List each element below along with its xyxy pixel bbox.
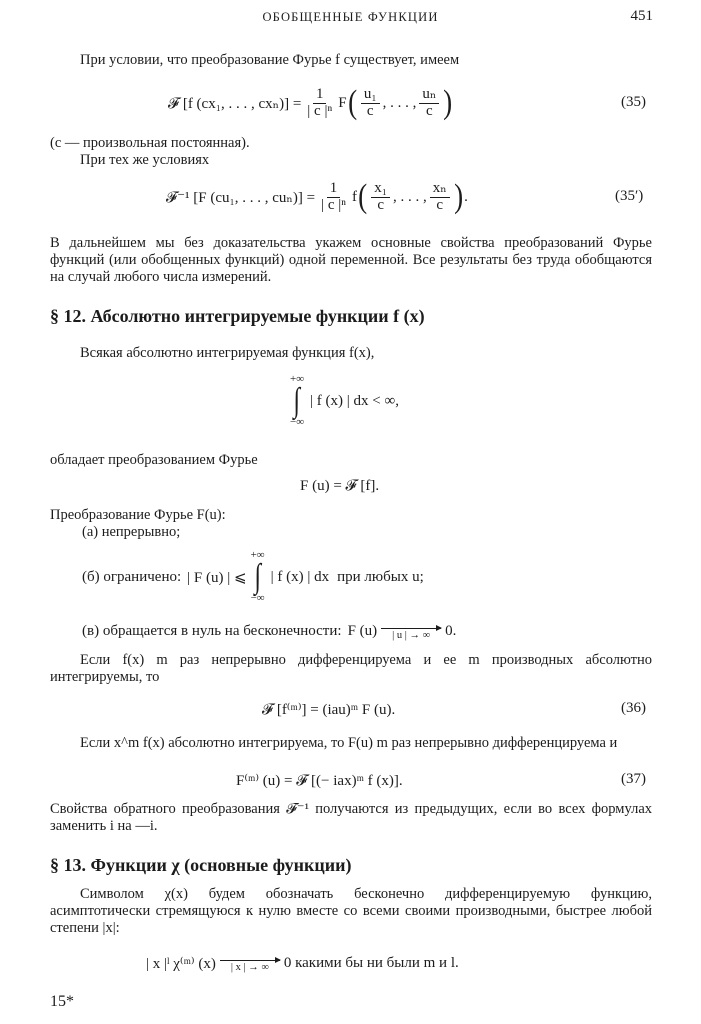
- eq35-arg1-den: c: [366, 102, 374, 119]
- paragraph-xm-integrable: Если x^m f(x) абсолютно интегрируема, то F(u) m раз непрерывно дифференцируема и: [80, 735, 618, 751]
- equation-35: [168, 78, 454, 128]
- eq35p-arg1-den: c: [377, 196, 384, 213]
- section-13-heading: § 13. Функции χ (основные функции): [50, 855, 352, 875]
- eq35p-arg2-den: c: [436, 196, 444, 213]
- eq35p-rparen: ): [453, 178, 463, 215]
- paragraph-has-transform: обладает преобразованием Фурье: [50, 452, 258, 468]
- integral-sign: +∞ ∫ −∞: [290, 372, 305, 429]
- paragraph-abs-integrable: Всякая абсолютно интегрируемая функция f(x),: [80, 345, 375, 361]
- limit-arrow: [381, 620, 441, 642]
- equation-35-prime: [166, 172, 468, 222]
- paragraph-chi-functions: Символом χ(x) будем обозначать бесконечно дифференцируемую функцию, асимптотически стремящуюся к нулю вместе со всеми своими производными, быстрее любой степени |x|:: [50, 886, 652, 936]
- paragraph-transform-props: Преобразование Фурье F(u):: [50, 507, 226, 523]
- eq35-sep: , . . . ,: [382, 94, 417, 111]
- eq35p-coef-den: | c |ⁿ: [321, 196, 346, 213]
- paragraph-constant: (c — произвольная постоянная).: [50, 135, 250, 151]
- eq35-coef: [304, 87, 335, 120]
- property-c-label: (в) обращается в нуль на бесконечности:: [82, 622, 342, 639]
- eq35-lparen: (: [347, 84, 357, 121]
- equation-number-35: (35): [621, 94, 646, 110]
- integral-sign-2: +∞ ∫ −∞: [250, 548, 265, 605]
- page-number: 451: [630, 8, 653, 24]
- paragraph-properties-intro: В дальнейшем мы без доказательства укажем основные свойства преобразований Фурье функций (или обобщенных функций) одной переменной. Все результаты без труда обобщаются на случай любого числа измерений.: [50, 235, 652, 285]
- property-c-rhs: 0.: [445, 622, 457, 639]
- equation-number-35-prime: (35′): [615, 188, 644, 204]
- chi-limit-statement: [146, 950, 459, 976]
- eq35p-arg1: [371, 181, 390, 214]
- chi-limit-arrow: [220, 952, 280, 974]
- eq35-arg2: [419, 87, 439, 120]
- equation-37: F⁽ᵐ⁾ (u) = 𝓕 [(− iax)ᵐ f (x)].: [236, 773, 403, 789]
- integral-upper-limit: +∞: [290, 372, 305, 385]
- eq35-coef-num: 1: [313, 87, 327, 104]
- integral-2-body: | f (x) | dx: [270, 568, 330, 585]
- equation-number-37: (37): [621, 771, 646, 787]
- property-b-lhs: | F (u) | ⩽: [187, 569, 247, 586]
- chi-limit-tail: 0 какими бы ни были m и l.: [283, 954, 459, 971]
- eq35p-sep: , . . . ,: [393, 188, 427, 205]
- paragraph-intro: При условии, что преобразование Фурье f существует, имеем: [80, 52, 460, 68]
- eq35p-coef: [318, 181, 349, 214]
- eq35-arg2-num: uₙ: [419, 87, 439, 104]
- property-b-bounded: [82, 546, 424, 608]
- eq35-fn: F: [338, 94, 347, 111]
- equation-36: 𝓕 [f⁽ᵐ⁾] = (iau)ᵐ F (u).: [262, 702, 396, 718]
- signature-mark: 15*: [50, 993, 74, 1010]
- eq35-rparen: ): [443, 84, 453, 121]
- integral-body: | f (x) | dx < ∞,: [310, 392, 399, 409]
- paragraph-same-conditions: При тех же условиях: [80, 152, 210, 168]
- property-a-continuous: (а) непрерывно;: [82, 524, 181, 540]
- paragraph-inverse-props: Свойства обратного преобразования 𝓕⁻¹ получаются из предыдущих, если во всех формулах заменить i на —i.: [50, 801, 652, 834]
- eq35p-arg1-num: x₁: [371, 181, 390, 198]
- equation-number-36: (36): [621, 700, 646, 716]
- section-12-heading: § 12. Абсолютно интегрируемые функции f (x): [50, 306, 425, 326]
- integral-2-upper-limit: +∞: [250, 548, 265, 561]
- eq35-arg1: [361, 87, 380, 120]
- eq35p-arg2: [430, 181, 450, 214]
- eq35p-coef-num: 1: [327, 181, 341, 198]
- eq35p-tail: .: [464, 188, 468, 205]
- property-c-lhs: F (u): [347, 622, 378, 639]
- paragraph-differentiable: Если f(x) m раз непрерывно дифференцируема и ее m производных абсолютно интегрируемы, то: [50, 652, 652, 685]
- eq35-coef-den: | c |ⁿ: [307, 102, 333, 119]
- chi-limit-lhs: | x |ˡ χ⁽ᵐ⁾ (x): [146, 955, 216, 972]
- integral-2-lower-limit: −∞: [250, 592, 265, 605]
- equation-fourier-transform: F (u) = 𝓕 [f].: [300, 478, 380, 494]
- eq35p-lhs: 𝓕⁻¹ [F (cu₁, . . . , cuₙ)] =: [166, 189, 316, 206]
- limit-arrow-subscript: | u | → ∞: [392, 630, 431, 642]
- eq35p-lparen: (: [358, 178, 368, 215]
- integral-lower-limit: −∞: [290, 416, 305, 429]
- eq35p-fn: f: [351, 188, 357, 205]
- property-c-vanishing: [82, 618, 456, 644]
- eq35-arg2-den: c: [426, 102, 433, 119]
- eq35-arg1-num: u₁: [361, 87, 380, 104]
- eq35-lhs: 𝓕 [f (cx₁, . . . , cxₙ)] =: [168, 95, 302, 112]
- running-header: ОБОБЩЕННЫЕ ФУНКЦИИ: [262, 10, 439, 24]
- chi-limit-arrow-subscript: | x | → ∞: [230, 962, 269, 974]
- integral-abs-finite: [290, 370, 399, 432]
- property-b-tail: при любых u;: [337, 568, 424, 585]
- eq35p-arg2-num: xₙ: [430, 181, 450, 198]
- property-b-label: (б) ограничено:: [82, 568, 182, 585]
